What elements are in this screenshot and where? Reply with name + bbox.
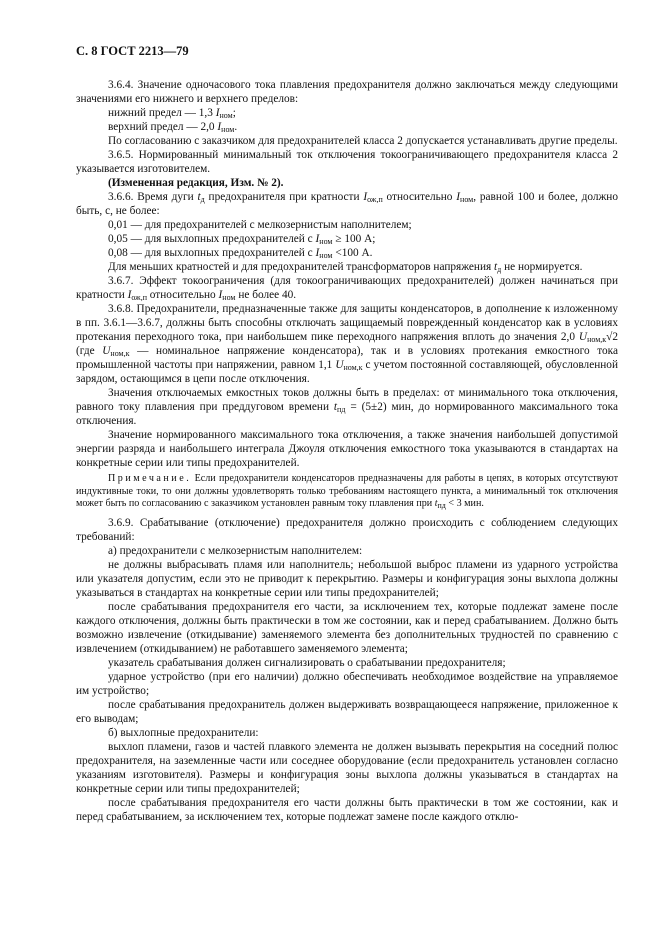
paragraph: По согласованию с заказчиком для предохранителей класса 2 допускается устанавливать другие пределы. <box>108 135 618 147</box>
paragraph: (Измененная редакция, Изм. № 2). <box>108 177 284 189</box>
paragraph: 3.6.7. Эффект токоограничения (для токоограничивающих предохранителей) должен начинаться при кратности $I_{ож,п}$ относительно $I_{ном}$ не более 40. <box>76 275 618 302</box>
paragraph: 3.6.9. Срабатывание (отключение) предохранителя должно происходить с соблюдением следующих требований: <box>76 516 618 543</box>
paragraph: после срабатывания предохранитель должен выдерживать возвращающееся напряжение, приложенное к его выводам; <box>76 698 618 725</box>
paragraph: 3.6.4. Значение одночасового тока плавления предохранителя должно заключаться между следующими значениями его нижнего и верхнего пределов: <box>76 79 618 105</box>
paragraph: Примечание. Если предохранители конденсаторов предназначены для работы в цепях, в которых отсутствуют индуктивные токи, то они должны удовлетворять только требованиям настоящего пункта, а минимальный ток отключения может быть по согласованию с заказчиком установлен равным току плавления при $t_{пд} < 3$ мин. <box>76 473 618 511</box>
paragraph: ударное устройство (при его наличии) должно обеспечивать необходимое воздействие на управляемое им устройство; <box>76 670 618 697</box>
paragraph: 0,08 — для выхлопных предохранителей с $I_{ном} <100$ А. <box>108 247 373 260</box>
page-header: С. 8 ГОСТ 2213—79 <box>76 44 189 58</box>
paragraph: верхний предел — 2,0 $I_{ном}$. <box>108 121 238 134</box>
paragraph: 3.6.5. Нормированный минимальный ток отключения токоограничивающего предохранителя класса 2 указывается изготовителем. <box>76 149 618 175</box>
paragraph: 3.6.6. Время дуги $t_д$ предохранителя при кратности $I_{ож,п}$ относительно $I_{ном}$, равной 100 и более, должно быть, с, не более: <box>76 191 619 217</box>
paragraph: указатель срабатывания должен сигнализировать о срабатывании предохранителя; <box>108 656 506 669</box>
paragraph: Значение нормированного максимального тока отключения, а также значения наибольшей допустимой энергии разряда и наибольшего интеграла Джоуля отключения емкостного тока указываются в стандартах на конкретные серии или типы предохранителей. <box>76 429 618 469</box>
paragraph: нижний предел — 1,3 $I_{ном}$; <box>108 107 236 120</box>
paragraph: Значения отключаемых емкостных токов должны быть в пределах: от минимального тока отключения, равного току плавления при преддуговом времени $t_{пд} = (5\pm 2)$ мин, до нормированного максимального тока отключения. <box>76 387 618 427</box>
paragraph: выхлоп пламени, газов и частей плавкого элемента не должен вызывать перекрытия на соседний полюс предохранителя, на заземленные части или соседнее оборудование (если предохранитель установлен согласно указаниям изготовителя). Размеры и конфигурация зоны выхлопа должны указываться в стандартах на конкретные серии или типы предохранителей; <box>76 740 618 795</box>
paragraph: после срабатывания предохранителя его части должны быть практически в том же состоянии, как и перед срабатыванием, за исключением тех, которые подлежат замене после каждого отклю- <box>76 796 618 823</box>
note-label: Примечание. <box>108 473 192 484</box>
paragraph: после срабатывания предохранителя его части, за исключением тех, которые подлежат замене после каждого отключения, должны быть практически в том же состоянии, как и перед срабатыванием. Должно быть возможно извлечение (откидывание) заменяемого элемента без дополнительных трудностей по сравнению с извлечением (откидыванием) не работавшего заменяемого элемента; <box>76 600 618 655</box>
document-body <box>76 78 618 824</box>
paragraph: не должны выбрасывать пламя или наполнитель; небольшой выброс пламени из ударного устройства или указателя допустим, если это не приводит к перекрытию. Размеры и конфигурация зоны выхлопа должны указываться в стандартах на конкретные серии или типы предохранителей; <box>76 558 618 599</box>
paragraph: б) выхлопные предохранители: <box>108 726 259 739</box>
paragraph: 0,05 — для выхлопных предохранителей с $I_{ном} \ge 100$ А; <box>108 233 376 246</box>
paragraph: а) предохранители с мелкозернистым наполнителем: <box>108 544 363 557</box>
paragraph: 0,01 — для предохранителей с мелкозернистым наполнителем; <box>108 219 412 231</box>
paragraph: Для меньших кратностей и для предохранителей трансформаторов напряжения $t_д$ не нормируется. <box>108 261 583 274</box>
paragraph: 3.6.8. Предохранители, предназначенные также для защиты конденсаторов, в дополнение к изложенному в пп. 3.6.1—3.6.7, должны быть способны отключать защищаемый поврежденный конденсатор как в условиях протекания переходного тока, при наибольшем пике переходного напряжения вплоть до значения 2,0 $U_{ном,к}√2$ (где $U_{ном,к}$ — номинальное напряжение конденсатора), так и в условиях протекания емкостного тока промышленной частоты при напряжении, равном 1,1 $U_{ном,к}$ с учетом постоянной составляющей, обусловленной зарядом, остающимся в цепи после отключения. <box>76 303 619 385</box>
